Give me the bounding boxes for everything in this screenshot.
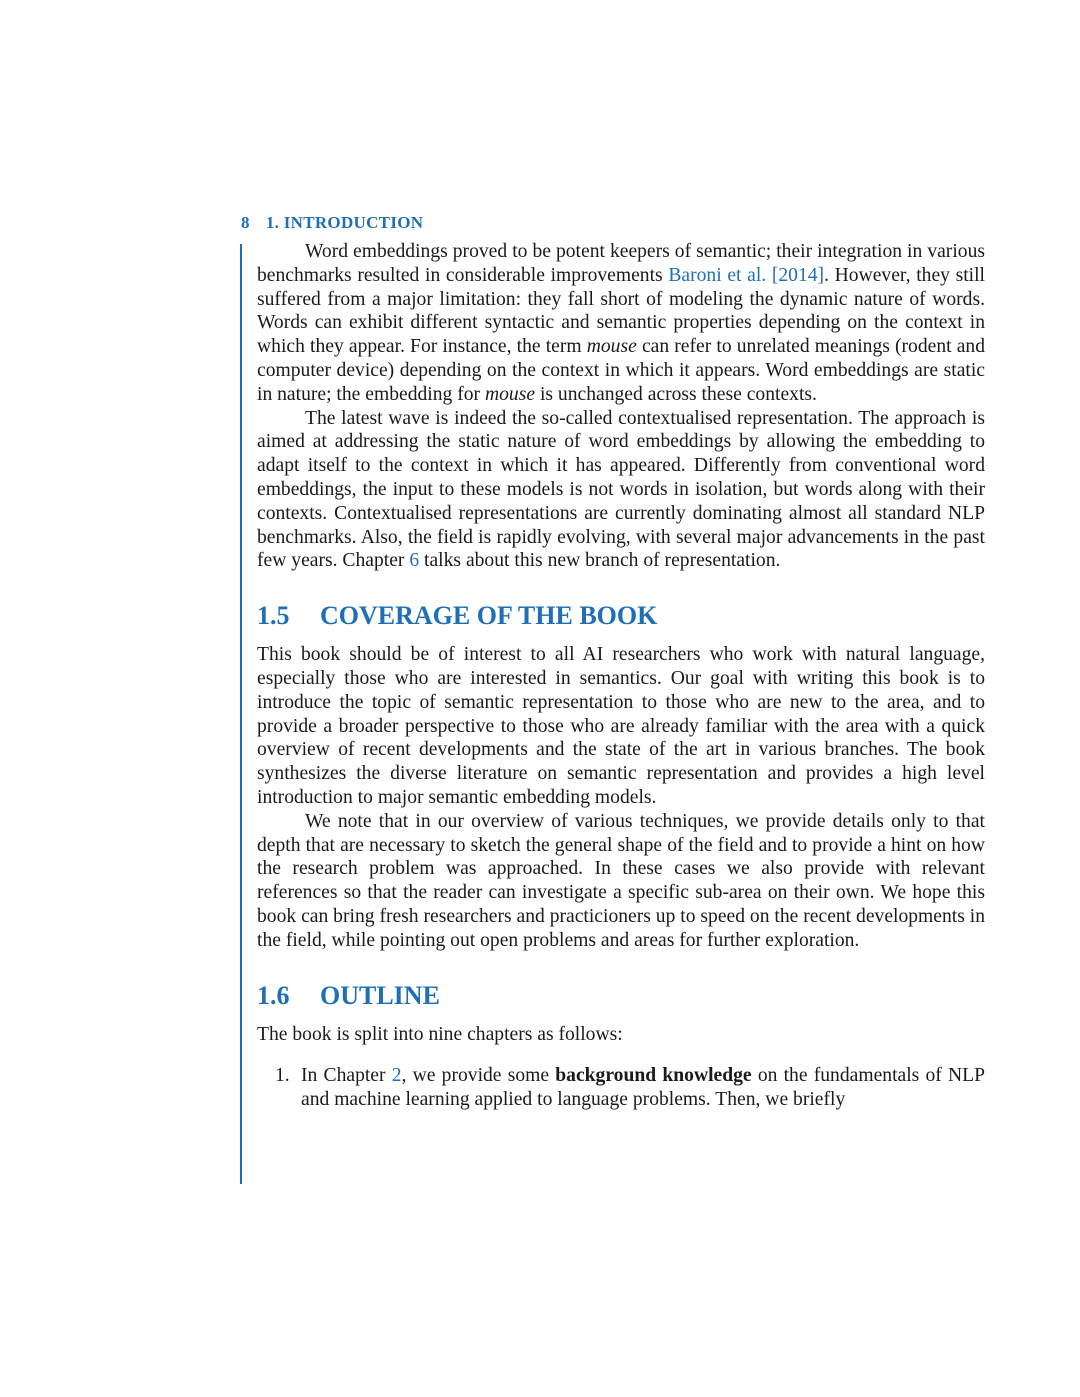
section-number: 1.6 [257, 980, 290, 1010]
text-run: can refer to unrelated meanings (rodent and computer device) depending on the context in which it appears. Word embeddings are static in nature; the embedding for [257, 336, 985, 405]
list-item [257, 1064, 985, 1112]
section-title: COVERAGE OF THE BOOK [320, 601, 658, 631]
page-number: 8 [241, 213, 250, 232]
text-run: talks about this new branch of representation. [419, 550, 781, 572]
page-body [257, 240, 985, 1112]
emphasis-mouse: mouse [484, 383, 536, 405]
running-head [241, 213, 423, 233]
chapter-ref-link[interactable]: 6 [409, 550, 420, 572]
text-run: , we provide some [401, 1065, 556, 1087]
text-run: . However, they still suffered from a major limitation: they fall short of modeling the dynamic nature of words. Words can exhibit different syntactic and semantic properties depending on the context in which they appear. For instance, the term [257, 264, 985, 358]
text-run: The latest wave is indeed the so-called contextualised representation. The approach is aimed at addressing the static nature of word embeddings by allowing the embedding to adapt itself to the context in which it has appeared. Differently from conventional word embeddings, the input to these models is not words in isolation, but words along with their contexts. Contextualised representations are currently dominating almost all standard NLP benchmarks. Also, the field is rapidly evolving, with several major advancements in the past few years. Chapter [257, 407, 985, 572]
margin-rule [240, 244, 242, 1184]
section-heading-outline [257, 981, 985, 1011]
list-number: 1. [275, 1065, 290, 1087]
paragraph-3: This book should be of interest to all AI researchers who work with natural language, especially those who are interested in semantics. Our goal with writing this book is to introduce the topic of semantic representation to those who are new to the area, and to provide a broader perspective to those who are already familiar with the area with a quick overview of recent developments and the state of the art in various branches. The book synthesizes the diverse literature on semantic representation and provides a high level introduction to major semantic embedding models. [257, 644, 985, 808]
paragraph-2 [257, 407, 985, 574]
paragraph-4: We note that in our overview of various techniques, we provide details only to that depth that are necessary to sketch the general shape of the field and to provide a hint on how the research problem was approached. In these cases we also provide with relevant references so that the reader can investigate a specific sub-area on their own. We hope this book can bring fresh researchers and practicioners up to speed on the recent developments in the field, while pointing out open problems and areas for further exploration. [257, 810, 985, 951]
section-title: OUTLINE [320, 980, 440, 1010]
text-run: Word embeddings proved to be potent keepers of semantic; their integration in various benchmarks resulted in considerable improvements [257, 241, 985, 286]
chapter-title: 1. INTRODUCTION [265, 213, 424, 232]
chapter-ref-link[interactable]: 2 [391, 1065, 402, 1087]
section-number: 1.5 [257, 601, 290, 631]
text-run: on the fundamentals of NLP and machine learning applied to language problems. Then, we briefly [301, 1065, 985, 1111]
emphasis-mouse: mouse [586, 336, 637, 358]
paragraph-1 [257, 240, 985, 407]
citation-link[interactable]: Baroni et al. [2014] [668, 264, 825, 286]
paragraph-5: The book is split into nine chapters as follows: [257, 1023, 623, 1045]
section-heading-coverage [257, 601, 985, 631]
chapter-list [257, 1064, 985, 1112]
text-run: In Chapter [301, 1065, 392, 1087]
bold-term: background knowledge [555, 1065, 752, 1087]
text-run: is unchanged across these contexts. [535, 383, 817, 405]
